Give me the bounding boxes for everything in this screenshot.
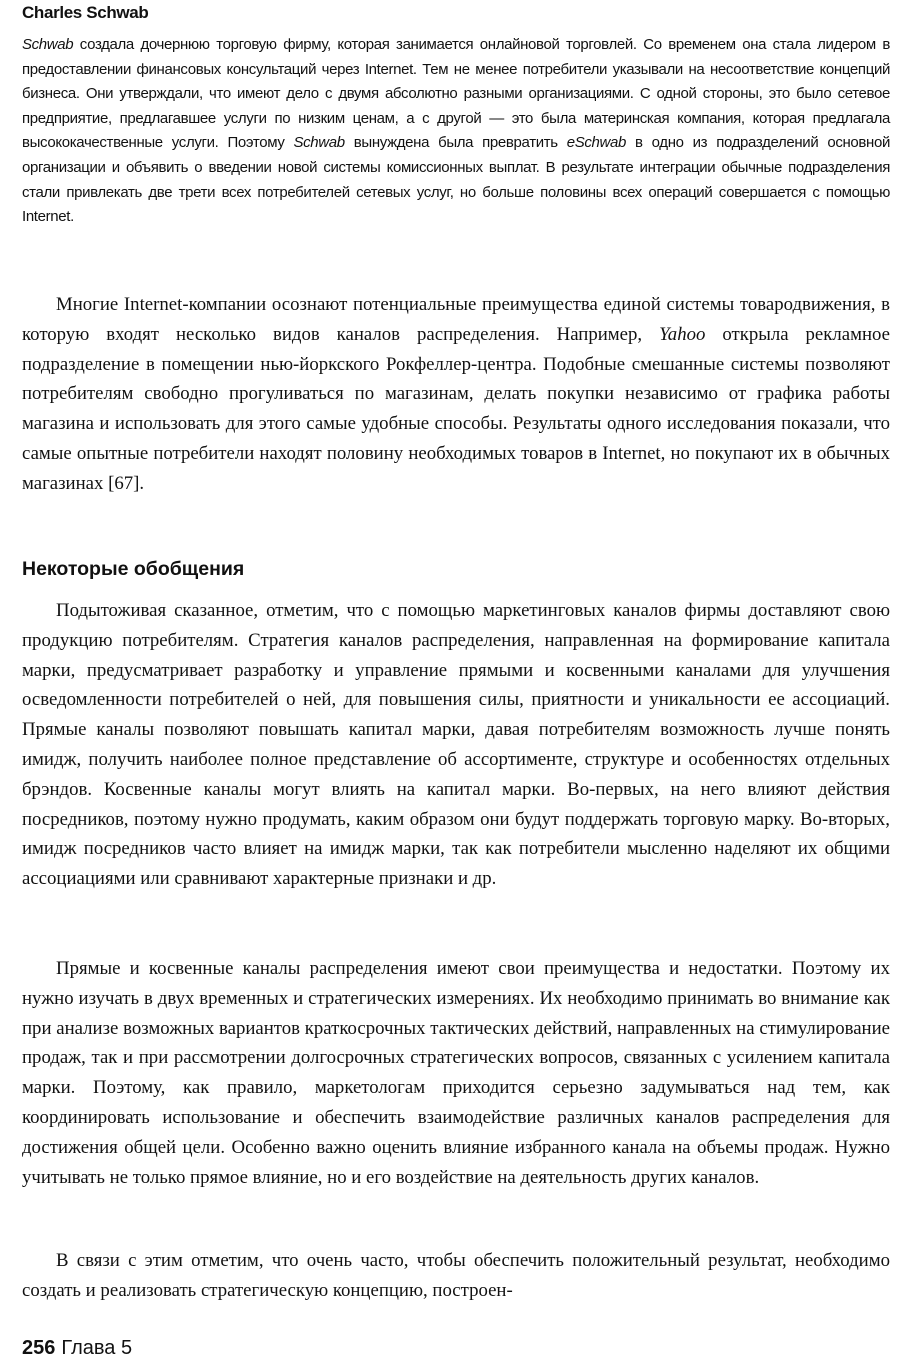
paragraph-2: Подытоживая сказанное, отметим, что с помощью маркетинговых каналов фирмы доставляют свою продукцию потребителям. Стратегия каналов распределения, направленная на формирование капитала марки, предусматривает разработку и управление прямыми и косвенными каналами для улучшения осведомленности потребителей о ней, для повышения силы, приятности и уникальности ее ассоциаций. Прямые каналы позволяют повышать капитал марки, давая потребителям возможность лучше понять имидж, получить наиболее полное представление об ассортименте, структуре и особенностях отдельных брэндов. Косвенные каналы могут влиять на капитал марки. Во-первых, на него влияют действия посредников, поэтому нужно продумать, каким образом они будут поддержать торговую марку. Во-вторых, имидж посредников часто влияет на имидж марки, так как потребители мысленно наделяют их общими ассоциациями или сравнивают характерные признаки и др. <box>22 600 890 890</box>
sidebar-body-part: создала дочернюю торговую фирму, которая занимается онлайновой торговлей. Со временем она стала лидером в предоставлении финансовых консультаций через Internet. Тем не менее потребители указывали на несоответствие концепций бизнеса. Они утверждали, что имеют дело с двумя абсолютно разными организациями. С одной стороны, это было сетевое предприятие, предлагавшее услуги по низким ценам, а с другой — это была материнская компания, которая предлагала высококачественные услуги. Поэтому <box>22 36 890 152</box>
sidebar-body-part: вынуждена была превратить <box>344 134 567 152</box>
sidebar-title: Charles Schwab <box>22 3 149 22</box>
page-footer <box>22 1335 132 1361</box>
sidebar-body-part: Schwab <box>293 134 345 152</box>
document-page <box>22 0 890 1369</box>
paragraph-4: В связи с этим отметим, что очень часто, чтобы обеспечить положительный результат, необходимо создать и реализовать стратегическую концепцию, построен- <box>22 1250 890 1301</box>
paragraph-1-part: открыла рекламное подразделение в помещении нью-йоркского Рокфеллер-центра. Подобные смешанные системы позволяют потребителям свободно прогуливаться по магазинам, делать покупки независимо от графика работы магазина и использовать для этого самые удобные способы. Результаты одного исследования показали, что самые опытные потребители находят половину необходимых товаров в Internet, но покупают их в обычных магазинах [67]. <box>22 323 890 494</box>
paragraph-3: Прямые и косвенные каналы распределения имеют свои преимущества и недостатки. Поэтому их нужно изучать в двух временных и стратегических измерениях. Их необходимо принимать во внимание как при анализе возможных вариантов краткосрочных тактических действий, направленных на стимулирование продаж, так и при рассмотрении долгосрочных стратегических вопросов, связанных с усилением капитала марки. Поэтому, как правило, маркетологам приходится серьезно задумываться над тем, как координировать использование и обеспечить взаимодействие различных каналов распределения для достижения общей цели. Особенно важно оценить влияние избранного канала на объемы продаж. Нужно учитывать не только прямое влияние, но и его воздействие на деятельность других каналов. <box>22 958 890 1188</box>
paragraph-1-part: Yahoo <box>659 323 706 345</box>
sidebar-body-part: в одно из подразделений основной организации и объявить о введении новой системы комиссионных выплат. В результате интеграции обычные подразделения стали привлекать две трети всех потребителей сетевых услуг, но больше половины всех операций совершается с помощью Internet. <box>22 134 890 226</box>
sidebar-body-part: eSchwab <box>566 134 627 152</box>
sidebar-body-part: Schwab <box>22 36 74 53</box>
paragraph-1 <box>22 290 890 499</box>
paragraph-1-part: Многие Internet-компании осознают потенциальные преимущества единой системы товародвижения, в которую входят несколько видов каналов распределения. Например, <box>22 294 890 345</box>
section-heading: Некоторые обобщения <box>22 558 245 580</box>
page-number: 256 <box>22 1337 56 1359</box>
sidebar-body <box>22 33 890 230</box>
chapter-label: Глава 5 <box>61 1337 133 1359</box>
